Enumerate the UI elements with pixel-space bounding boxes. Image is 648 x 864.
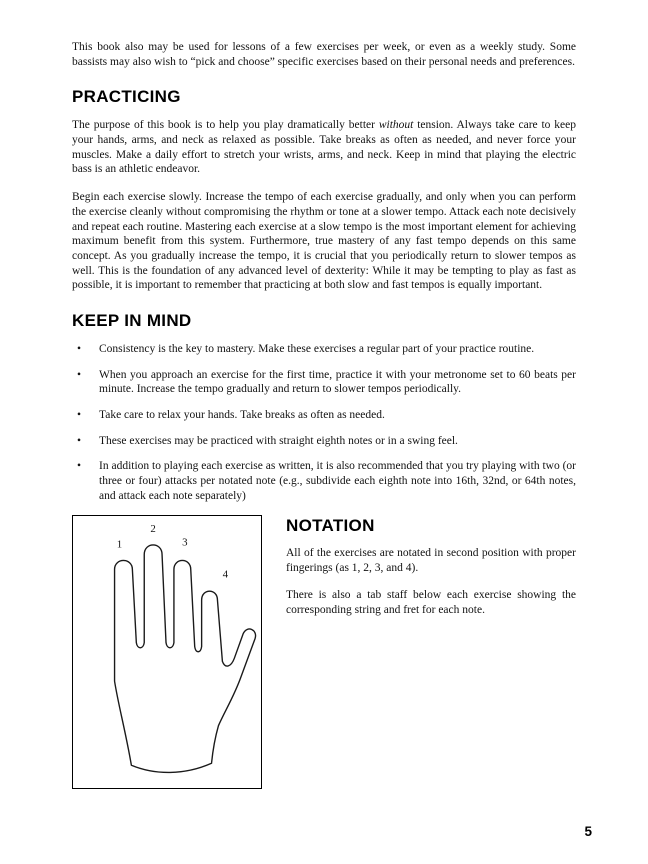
list-item-text: When you approach an exercise for the first time, practice it with your metronome set to 60 beats per minute. Increase the tempo gradually and return to slower tempos periodically.: [99, 368, 576, 396]
practicing-paragraph-1-post: tension. Always take care to keep your hands, arms, and neck as relaxed as possible. Take breaks as often as needed, and never force your muscles. Make a daily effort to stretch your wrists, arms, and neck. Keep in mind that playing the electric bass is an athletic endeavor.: [72, 119, 576, 176]
page-number: 5: [584, 823, 592, 839]
bullet-marker: •: [77, 460, 82, 473]
hand-figure-box: [72, 515, 262, 789]
notation-heading: NOTATION: [286, 515, 375, 535]
finger-label-4: 4: [222, 567, 229, 580]
practicing-paragraph-1: [72, 118, 576, 177]
list-item: [72, 342, 576, 357]
list-item: [72, 408, 576, 423]
list-item-text: These exercises may be practiced with straight eighth notes or in a swing feel.: [99, 434, 458, 447]
practicing-heading: PRACTICING: [72, 87, 181, 107]
list-item-text: In addition to playing each exercise as written, it is also recommended that you try playing with two (or three or four) attacks per notated note (e.g., subdivide each eighth note into 16th, 32nd, or 64th notes, and attack each note separately): [99, 460, 576, 502]
list-item-text: Consistency is the key to mastery. Make these exercises a regular part of your practice routine.: [99, 342, 535, 355]
notation-paragraph-2: There is also a tab staff below each exercise showing the corresponding string and fret for each note.: [286, 588, 576, 616]
practicing-paragraph-1-pre: The purpose of this book is to help you play dramatically better: [72, 119, 379, 132]
hand-diagram-illustration: [74, 517, 260, 787]
finger-label-1: 1: [116, 538, 123, 551]
finger-label-2: 2: [150, 522, 156, 535]
hand-outline: [115, 544, 256, 772]
intro-paragraph: This book also may be used for lessons of a few exercises per week, or even as a weekly study. Some bassists may also wish to “pick and choose” specific exercises based on their personal needs and preferences.: [72, 41, 576, 68]
practicing-paragraph-1-italic: without: [378, 119, 414, 132]
bullet-marker: •: [77, 342, 82, 355]
list-item: [72, 434, 576, 449]
notation-paragraph-1: All of the exercises are notated in second position with proper fingerings (as 1, 2, 3, and 4).: [286, 547, 576, 575]
bullet-marker: •: [77, 368, 82, 381]
bullet-marker: •: [77, 409, 82, 421]
practicing-paragraph-2: Begin each exercise slowly. Increase the tempo of each exercise gradually, and only when you can perform the exercise cleanly without compromising the rhythm or tone at a slower tempo. Attack each note decisively and repeat each routine. Mastering each exercise at a slow tempo is the most important element for achieving maximum benefit from this system. Furthermore, true mastery of any fast tempo depends on this same concept. As you gradually increase the tempo, it is crucial that you periodically return to slower tempos as well. This is the foundation of any advanced level of dexterity: While it may be tempting to play as fast as possible, it is important to remember that practicing at both slow and fast tempos is equally important.: [72, 191, 576, 292]
list-item: [72, 368, 576, 397]
keep-in-mind-list: [72, 342, 576, 504]
finger-label-3: 3: [182, 536, 188, 549]
notation-column: [286, 515, 576, 789]
list-item-text: Take care to relax your hands. Take breaks as often as needed.: [99, 409, 385, 421]
keep-in-mind-heading: KEEP IN MIND: [72, 311, 192, 331]
bullet-marker: •: [77, 434, 82, 447]
notation-section: [72, 515, 576, 789]
list-item: [72, 459, 576, 503]
